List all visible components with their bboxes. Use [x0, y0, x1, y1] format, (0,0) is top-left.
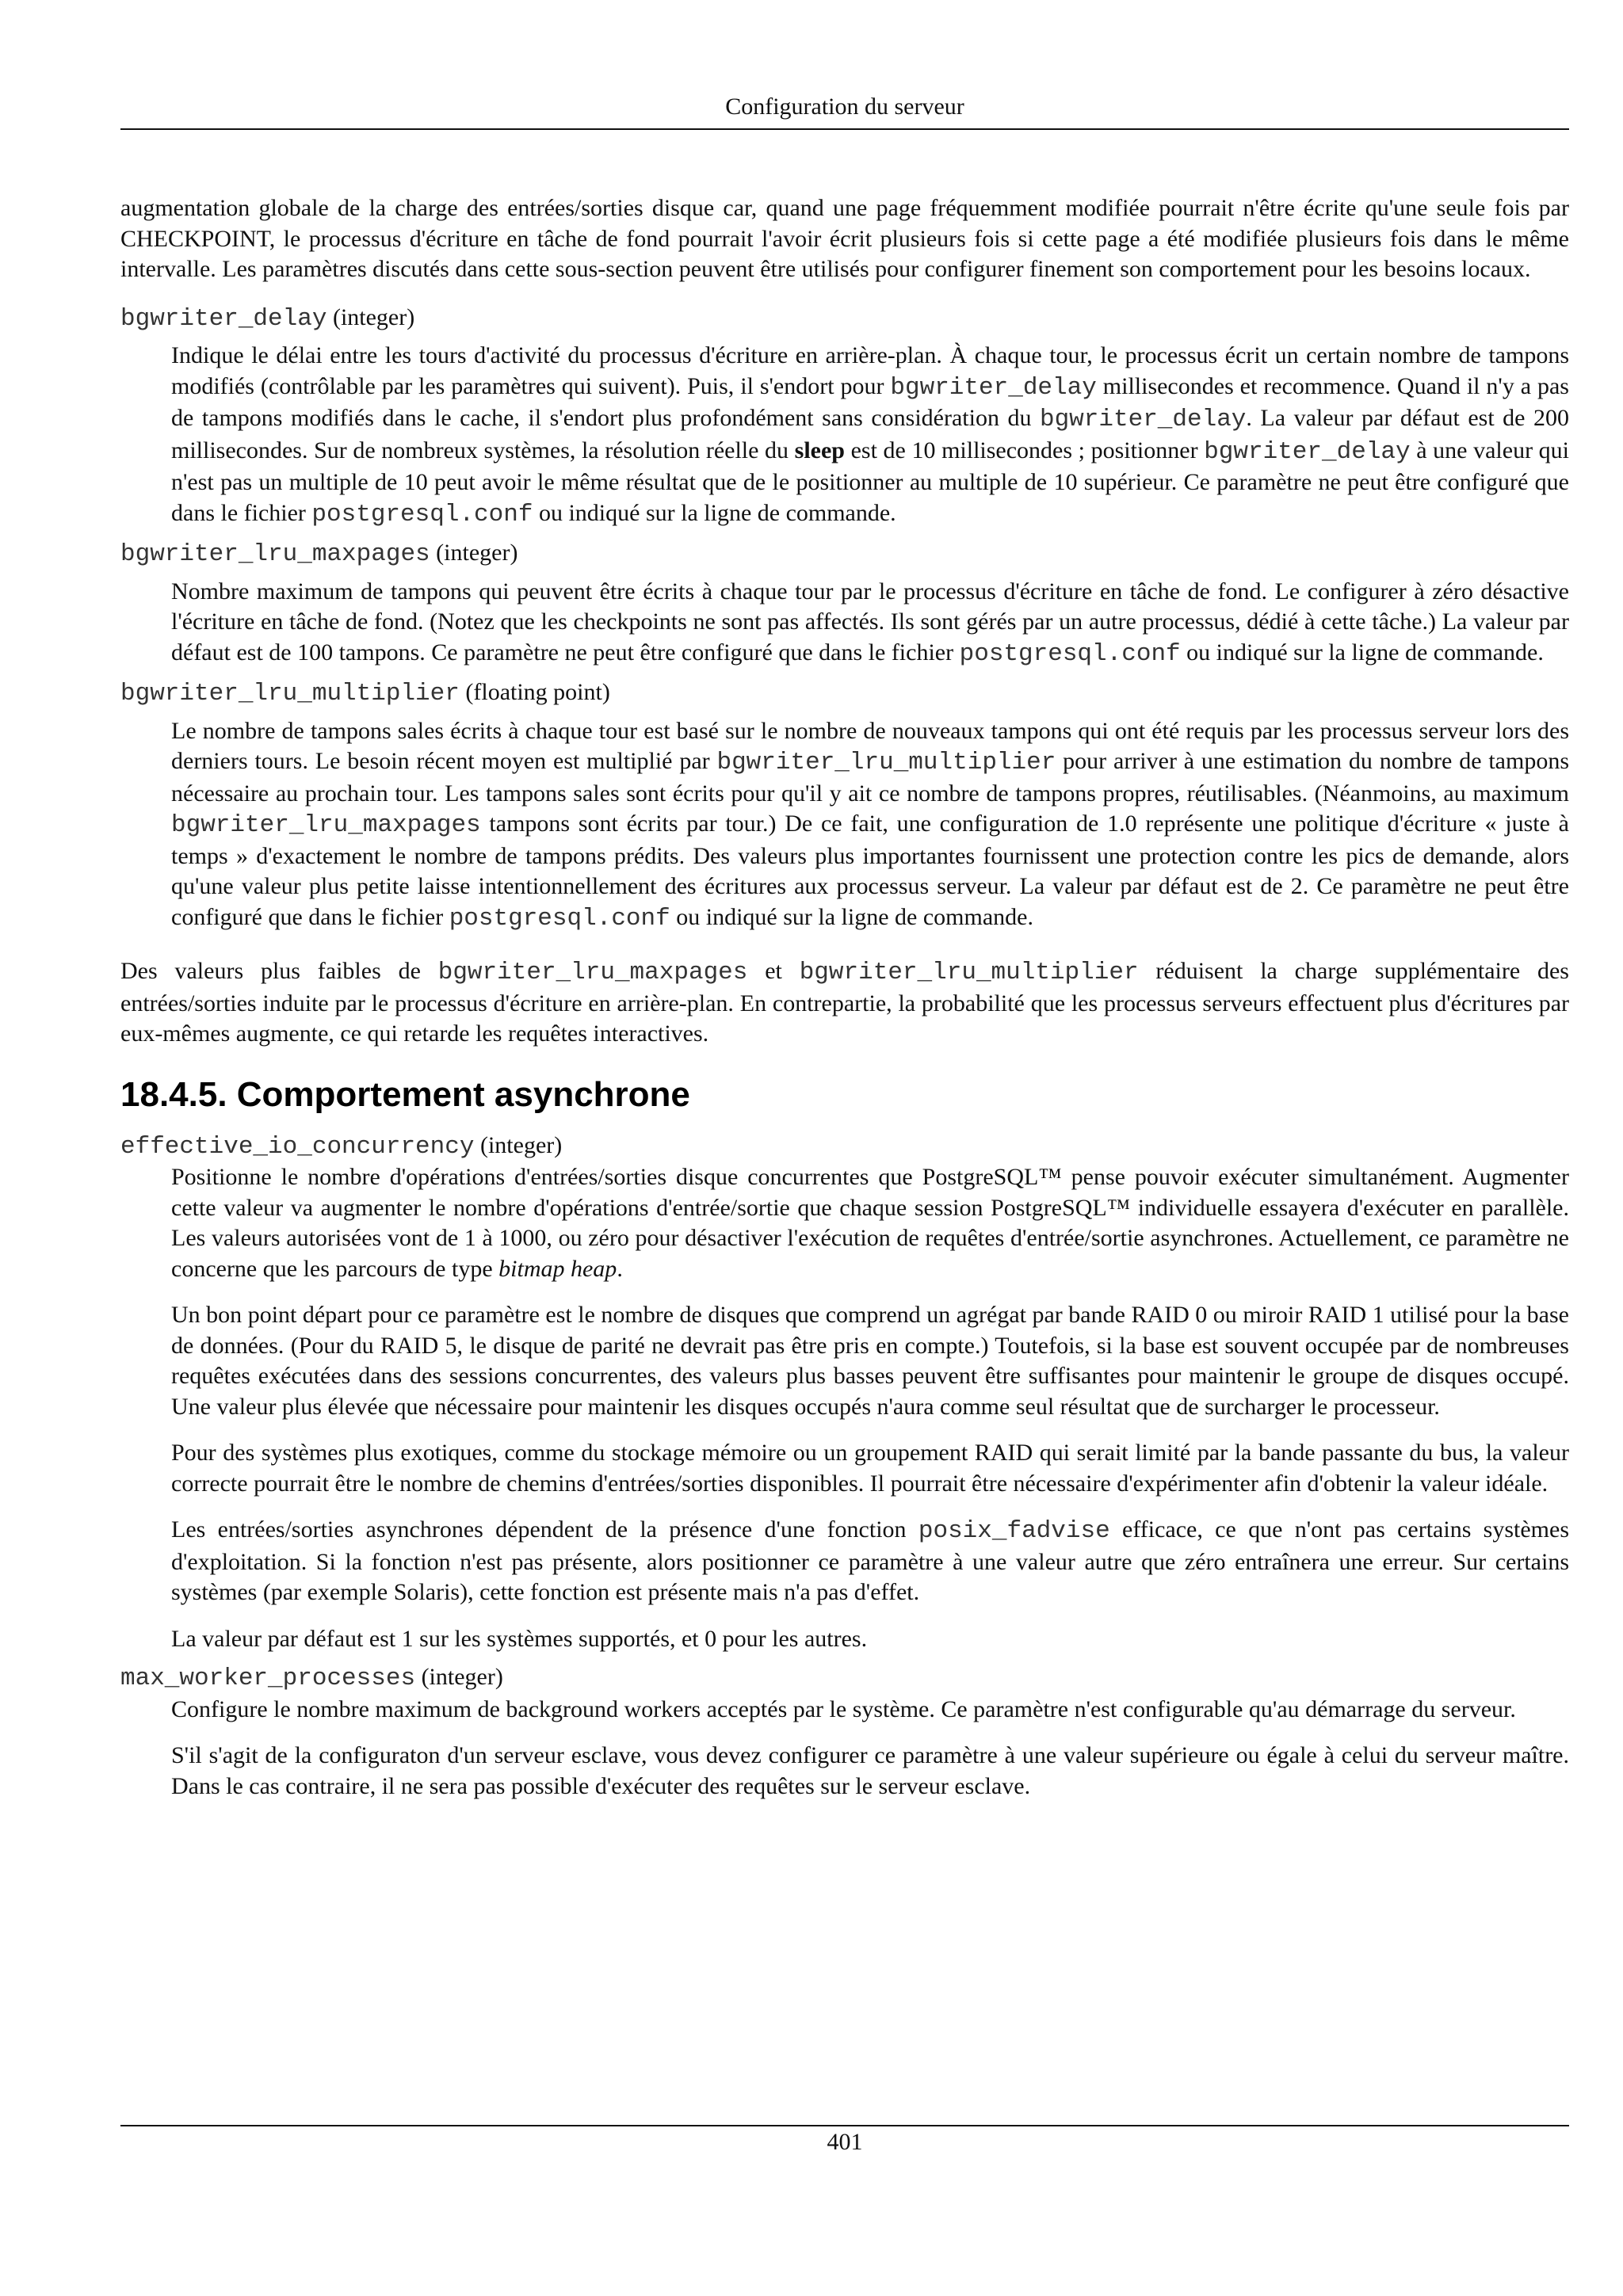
- param-description: [171, 577, 1569, 670]
- outro-paragraph: [120, 956, 1569, 1050]
- text-run: Indique le délai entre les tours d'activité du processus d'écriture en arrière-plan. À chaque tour, le processus écrit un certain nombre de tampons modifiés (contrôlable par les paramètres qui suivent). Puis, il s'endort pour: [171, 342, 1569, 399]
- param-def-bgwriter-delay: [171, 341, 1569, 530]
- inline-code: postgresql.conf: [959, 639, 1181, 668]
- param-def-bgwriter-lru-maxpages: [171, 577, 1569, 670]
- param-name: bgwriter_lru_multiplier: [120, 680, 460, 707]
- param-type: (integer): [436, 540, 518, 566]
- inline-code: bgwriter_lru_multiplier: [716, 749, 1056, 776]
- bold-term: sleep: [794, 437, 845, 463]
- param-term-bgwriter-lru-multiplier: [120, 677, 1569, 710]
- text-run: Les entrées/sorties asynchrones dépendent de la présence d'une fonction: [171, 1516, 918, 1543]
- text-run: millisecondes et recommence. Quand il n'y a pas de tampons modifiés dans le cache, il s'endort plus profondément sans considération du: [171, 372, 1569, 431]
- param-name: bgwriter_lru_maxpages: [120, 540, 430, 568]
- param-def-bgwriter-lru-multiplier: [171, 716, 1569, 935]
- inline-code: posix_fadvise: [918, 1517, 1110, 1545]
- param-description: [171, 716, 1569, 935]
- text-run: Des valeurs plus faibles de: [120, 958, 438, 984]
- param-name: effective_io_concurrency: [120, 1132, 475, 1161]
- text-run: ou indiqué sur la ligne de commande.: [533, 499, 896, 526]
- running-header: Configuration du serveur: [725, 93, 964, 120]
- inline-code: bgwriter_lru_multiplier: [799, 959, 1139, 986]
- page-content: [120, 193, 1569, 1802]
- intro-paragraph: augmentation globale de la charge des entrées/sorties disque car, quand une page fréquemment modifiée pourrait n'être écrite qu'une seule fois par CHECKPOINT, le processus d'écriture en tâche de fond pourrait l'avoir écrit plusieurs fois si cette page a été modifiée plusieurs fois dans le même intervalle. Les paramètres discutés dans cette sous-section peuvent être utilisés pour configurer finement son comportement pour les besoins locaux.: [120, 195, 1569, 282]
- param-description: [171, 341, 1569, 530]
- inline-code: bgwriter_lru_maxpages: [437, 959, 748, 986]
- param-def-max-worker-processes: [171, 1695, 1569, 1802]
- param-name: bgwriter_delay: [120, 304, 327, 333]
- text-run: et: [747, 958, 800, 984]
- param-def-effective-io-concurrency: [171, 1162, 1569, 1654]
- param-description: [171, 1515, 1569, 1608]
- param-description: La valeur par défaut est 1 sur les systèmes supportés, et 0 pour les autres.: [171, 1625, 868, 1652]
- inline-code: bgwriter_delay: [1039, 406, 1247, 433]
- param-term-effective-io-concurrency: [120, 1131, 1569, 1163]
- text-run: est de 10 millisecondes ; positionner: [844, 437, 1205, 463]
- emphasis: bitmap heap: [498, 1255, 617, 1282]
- inline-code: bgwriter_delay: [1204, 437, 1411, 466]
- param-description: [171, 1162, 1569, 1284]
- param-description: S'il s'agit de la configuraton d'un serveur esclave, vous devez configurer ce paramètre à une valeur supérieure ou égale à celui du serveur maître. Dans le cas contraire, il ne sera pas possible d'exécuter des requêtes sur le serveur esclave.: [171, 1742, 1569, 1799]
- text-run: réduisent la charge supplémentaire des entrées/sorties induite par le processus d'écriture en arrière-plan. En contrepartie, la probabilité que les processus serveurs effectuent plus d'écritures par eux-mêmes augmente, ce qui retarde les requêtes interactives.: [120, 958, 1569, 1047]
- inline-code: bgwriter_delay: [890, 373, 1097, 402]
- param-term-max-worker-processes: [120, 1662, 1569, 1695]
- text-run: . La valeur par défaut est de 200 millisecondes. Sur de nombreux systèmes, la résolution réelle du: [171, 405, 1569, 463]
- param-name: max_worker_processes: [120, 1665, 416, 1692]
- page-number: 401: [827, 2129, 863, 2155]
- param-type: (integer): [479, 1131, 563, 1158]
- param-description: Pour des systèmes plus exotiques, comme du stockage mémoire ou un groupement RAID qui serait limité par la bande passante du bus, la valeur correcte pourrait être le nombre de chemins d'entrées/sorties disponibles. Il pourrait être nécessaire d'expérimenter afin d'obtenir la valeur idéale.: [171, 1440, 1569, 1497]
- inline-code: bgwriter_lru_maxpages: [171, 811, 481, 839]
- param-description: Configure le nombre maximum de background workers acceptés par le système. Ce paramètre n'est configurable qu'au démarrage du serveur.: [171, 1695, 1516, 1722]
- text-run: Nombre maximum de tampons qui peuvent être écrits à chaque tour par le processus d'écriture en tâche de fond. Le configurer à zéro désactive l'écriture en tâche de fond. (Notez que les checkpoints ne sont pas affectés. Ils sont gérés par un autre processus, dédié à cette tâche.) La valeur par défaut est de 100 tampons. Ce paramètre ne peut être configuré que dans le fichier: [171, 578, 1569, 666]
- text-run: .: [617, 1255, 623, 1282]
- text-run: Positionne le nombre d'opérations d'entrées/sorties disque concurrentes que PostgreSQL™ pense pouvoir exécuter simultanément. Augmenter cette valeur va augmenter le nombre d'opérations d'entrée/sortie que chaque session PostgreSQL™ individuelle essayera d'exécuter en parallèle. Les valeurs autorisées vont de 1 à 1000, ou zéro pour désactiver l'exécution de requêtes d'entrée/sortie asynchrones. Actuellement, ce paramètre ne concerne que les parcours de type: [171, 1164, 1569, 1282]
- param-type: (integer): [421, 1664, 503, 1690]
- param-term-bgwriter-delay: [120, 303, 1569, 335]
- inline-code: postgresql.conf: [311, 500, 533, 528]
- param-type: (integer): [332, 303, 415, 330]
- text-run: efficace, ce que n'ont pas certains systèmes d'exploitation. Si la fonction n'est pas présente, alors positionner ce paramètre à une valeur autre que zéro entraînera une erreur. Sur certains systèmes (par exemple Solaris), cette fonction est présente mais n'a pas d'effet.: [171, 1516, 1569, 1605]
- param-term-bgwriter-lru-maxpages: [120, 538, 1569, 570]
- text-run: ou indiqué sur la ligne de commande.: [1180, 639, 1544, 666]
- param-description: Un bon point départ pour ce paramètre est le nombre de disques que comprend un agrégat par bande RAID 0 ou miroir RAID 1 utilisé pour la base de données. (Pour du RAID 5, le disque de parité ne devrait pas être pris en compte.) Toutefois, si la base est souvent occupée par de nombreuses requêtes exécutées dans des sessions concurrentes, des valeurs plus basses peuvent être suffisantes pour maintenir le groupe de disques occupé. Une valeur plus élevée que nécessaire pour maintenir les disques occupés n'aura comme seul résultat que de surcharger le processeur.: [171, 1302, 1569, 1420]
- text-run: pour arriver à une estimation du nombre de tampons nécessaire au prochain tour. Les tampons sales sont écrits pour qu'il y ait ce nombre de tampons propres, réutilisables. (Néanmoins, au maximum: [171, 748, 1569, 807]
- param-type: (floating point): [465, 679, 610, 705]
- text-run: Le nombre de tampons sales écrits à chaque tour est basé sur le nombre de nouveaux tampons qui ont été requis par les processus serveur lors des derniers tours. Le besoin récent moyen est multiplié par: [171, 717, 1569, 774]
- section-heading: 18.4.5. Comportement asynchrone: [120, 1074, 690, 1114]
- header-rule: [120, 128, 1569, 130]
- text-run: ou indiqué sur la ligne de commande.: [670, 903, 1033, 930]
- inline-code: postgresql.conf: [449, 904, 670, 933]
- text-run: à une valeur qui n'est pas un multiple de 10 peut avoir le même résultat que de le positionner au multiple de 10 supérieur. Ce paramètre ne peut être configuré que dans le fichier: [171, 437, 1569, 526]
- text-run: tampons sont écrits par tour.) De ce fait, une configuration de 1.0 représente une politique d'écriture « juste à temps » d'exactement le nombre de tampons prédits. Des valeurs plus importantes fournissent une protection contre les pics de demande, alors qu'une valeur plus petite laisse intentionnellement des écritures aux processus serveur. La valeur par défaut est de 2. Ce paramètre ne peut être configuré que dans le fichier: [171, 810, 1569, 930]
